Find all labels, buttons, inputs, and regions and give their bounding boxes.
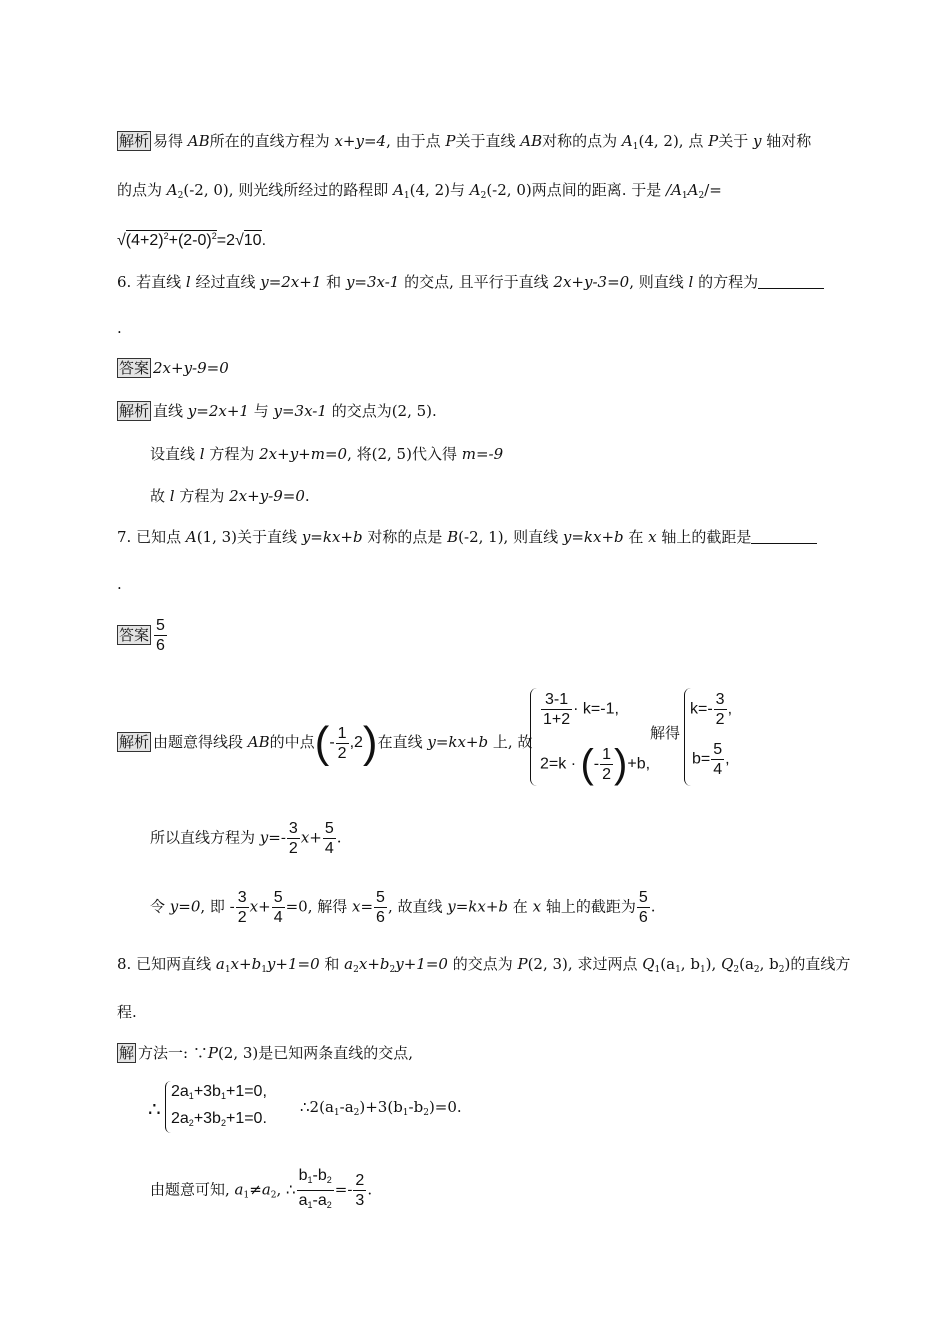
- sqrt-icon: √: [234, 232, 244, 249]
- q8-solution-1: 解 方法一: ∵P(2, 3)是已知两条直线的交点,: [119, 1044, 414, 1062]
- q8-system-2: $2a_2+3b_2+1=0$.: [171, 1110, 267, 1128]
- solve-label: 解得: [650, 724, 681, 742]
- q6-question: 6. 若直线 l 经过直线 y=2x+1 和 y=3x-1 的交点, 且平行于直线 2x+y-3=0, 则直线 l 的方程为: [117, 272, 824, 292]
- p5-analysis-line-2: 的点为 $A_2(-2$, 0), 则光线所经过的路程即 $A_1(4$, 2)与 $A_2(-2$, 0)两点间的距离. 于是 $/A_1A_2/=$: [117, 181, 722, 201]
- p5-distance-formula: $√(4+2)^2+(2-0)^2=2√10$.: [117, 231, 267, 249]
- q6-analysis-1: 解析 直线 y=2x+1 与 y=3x-1 的交点为(2, 5).: [119, 402, 437, 420]
- analysis-tag: 解析: [119, 733, 150, 751]
- q8-system-1: $2a_1+3b_1+1=0$,: [171, 1083, 267, 1101]
- q6-analysis-3: 故 l 方程为 2x+y-9=0.: [150, 487, 310, 505]
- system-eq-1: $\frac{3-1}{1+2}$ · k=-1,: [543, 691, 619, 728]
- q6-analysis-2: 设直线 l 方程为 2x+y+m=0, 将(2, 5)代入得 m=-9: [150, 445, 504, 463]
- answer-tag: 答案: [119, 359, 150, 377]
- q8-question-2: 程.: [117, 1003, 137, 1021]
- solution-b: b= $\frac{5}{4}$ ,: [692, 741, 730, 778]
- q6-dot: .: [117, 319, 122, 337]
- q7-dot: .: [117, 575, 122, 593]
- therefore-icon: ∴: [148, 1099, 161, 1121]
- analysis-tag: 解析: [119, 132, 150, 150]
- q7-intercept: 令 y=0, 即 - $\frac{3}{2}$ x+ $\frac{5}{4}$ =0, 解得 x= $\frac{5}{6}$ , 故直线 y=kx+b 在 x 轴上的截距为 $\frac{5}{6}$ .: [150, 889, 656, 926]
- p5-analysis-line-1: 解析 易得 AB所在的直线方程为 x+y=4, 由于点 P关于直线 AB对称的点为 $A_1(4$, 2), 点 P关于 y 轴对称: [119, 132, 812, 152]
- answer-blank: [758, 274, 824, 289]
- q7-line-equation: 所以直线方程为 y=- $\frac{3}{2}$ x+ $\frac{5}{4}$ .: [150, 820, 342, 857]
- q7-analysis-1: 解析 由题意得线段 AB的中点(- $\frac{1}{2}$ ,2)在直线 y=kx+b 上, 故: [119, 718, 533, 767]
- q6-answer: 答案 2x+y-9=0: [119, 359, 229, 377]
- q7-answer: [117, 616, 168, 655]
- answer-fraction: $\frac{5}{6}$: [156, 617, 165, 654]
- sqrt-icon: √: [117, 232, 126, 249]
- q7-question: 7. 已知点 A(1, 3)关于直线 y=kx+b 对称的点是 B(-2, 1), 则直线 y=kx+b 在 x 轴上的截距是: [117, 527, 817, 547]
- answer-blank: [751, 529, 817, 544]
- analysis-tag: 解析: [119, 402, 150, 420]
- solution-k: k=- $\frac{3}{2}$ ,: [690, 691, 733, 728]
- q8-question-1: 8. 已知两直线 $a_1x+b_1y+1=0$ 和 $a_2x+b_2y+1=0$ 的交点为 P(2, 3), 求过两点 $Q_1(a_1$, $b_1$), $Q_2(a_2$, $b_2$)的直线方: [117, 955, 851, 975]
- system-brace: [530, 688, 537, 786]
- q8-slope: 由题意可知, $a_1\ne a_2$, ∴ $\frac{b_1-b_2}{a_1-a_2}$ =- $\frac{2}{3}$ .: [150, 1167, 373, 1210]
- system-eq-2: 2=k · (- $\frac{1}{2}$ )+b,: [540, 742, 651, 786]
- q8-result: $\therefore 2(a_1-a_2)+3(b_1-b_2)=0$.: [300, 1098, 462, 1118]
- answer-tag: 答案: [119, 625, 150, 644]
- radicand: $(4+2)^2+(2-0)^2$: [125, 231, 217, 249]
- solution-tag: 解: [119, 1044, 135, 1062]
